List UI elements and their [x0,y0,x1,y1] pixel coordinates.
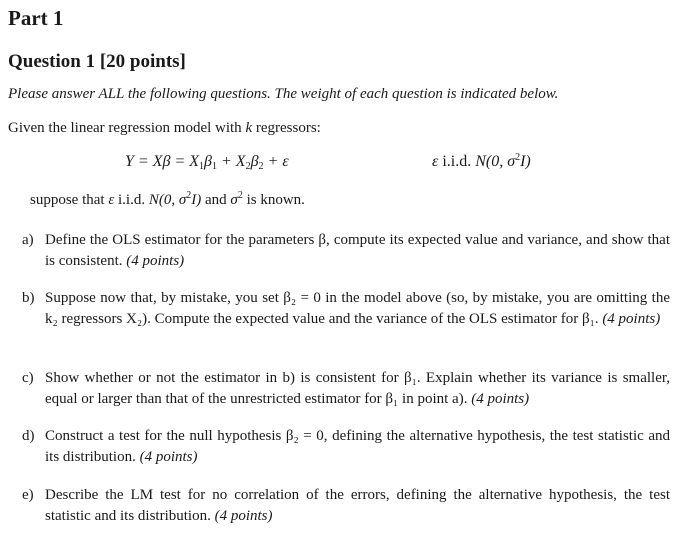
item-points: (4 points) [602,311,661,327]
dist: N(0, σ [148,192,187,208]
intro-var: k [245,120,253,136]
intro-suffix: regressors: [252,120,321,136]
error-distribution [432,153,531,171]
question-item-c [22,368,670,410]
item-text: Show whether or not the estimator in b) is consistent for β₁. Explain whether its variance is smaller, equal or larger than that of the unrestricted estimator for β₁ in point a). [45,370,670,407]
eq-term: + X [216,153,246,170]
iid: i.i.d. [438,153,476,170]
eps: ε [108,192,115,208]
sq: 2 [515,152,521,163]
question-item-a [22,230,670,272]
item-points: (4 points) [126,253,185,269]
iid: i.i.d. [114,192,149,208]
item-text: Suppose now that, by mistake, you set β₂ = 0 in the model above (so, by mistake, you are omitting the k₂ regressors X₂). Compute the expected value and the variance of the OLS estimator for β₁. [45,290,670,327]
eq-sub: 2 [245,161,251,172]
eq-sub: 2 [258,161,264,172]
item-text: Construct a test for the null hypothesis β₂ = 0, defining the alternative hypothesis, the test statistic and its distribution. [45,428,670,465]
item-label: d) [22,428,35,444]
question-title: Question 1 [20 points] [8,51,186,72]
sq: 2 [186,190,192,201]
assumption-text [30,192,305,209]
and: and [201,192,231,208]
eq-beta: β [250,153,259,170]
eq-lhs: Y = Xβ = X [125,153,200,170]
instructions: Please answer ALL the following questions. The weight of each question is indicated below. [8,86,559,102]
eq-sub: 1 [211,161,217,172]
model-intro [8,120,321,137]
item-points: (4 points) [139,449,198,465]
sq: 2 [237,190,243,201]
item-text: Define the OLS estimator for the parameters β, compute its expected value and variance, and show that is consistent. [45,232,670,269]
item-label: b) [22,290,35,306]
intro-prefix: Given the linear regression model with [8,120,246,136]
dist-end: I) [191,192,202,208]
item-points: (4 points) [471,391,530,407]
item-label: a) [22,232,34,248]
part-title: Part 1 [8,6,64,30]
item-label: c) [22,370,34,386]
question-item-b [22,288,670,330]
eq-beta: β [204,153,212,170]
item-text: Describe the LM test for no correlation of the errors, defining the alternative hypothesis, the test statistic and its distribution. [45,487,670,524]
regression-equation [125,153,289,171]
eps: ε [432,153,439,170]
item-points: (4 points) [214,508,273,524]
question-item-e [22,485,670,527]
question-item-d [22,426,670,468]
sigma: σ [230,192,238,208]
item-label: e) [22,487,34,503]
known: is known. [242,192,305,208]
dist: N(0, σ [475,153,516,170]
eq-sub: 1 [199,161,205,172]
suppose-prefix: suppose that [30,192,109,208]
dist-end: I) [520,153,531,170]
eq-tail: + ε [263,153,289,170]
